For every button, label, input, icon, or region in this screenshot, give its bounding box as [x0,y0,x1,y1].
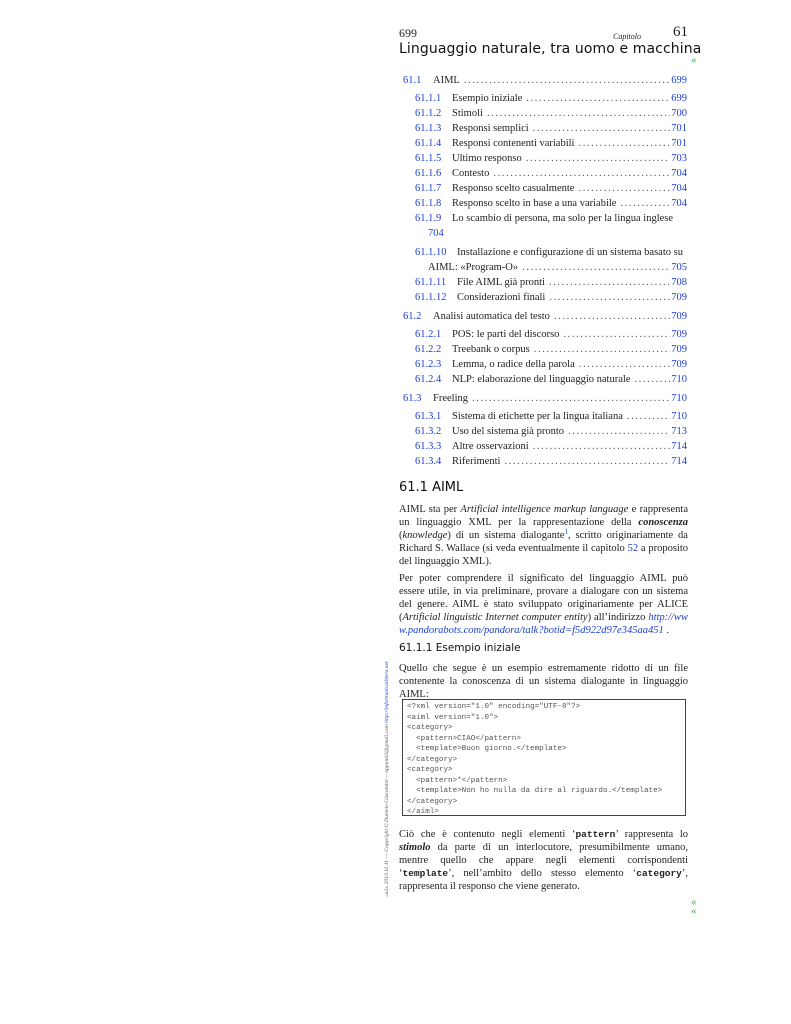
toc-title: Ultimo responso [452,153,522,164]
toc-title-continued: AIML: «Program-O» [428,262,519,273]
toc-page-link[interactable]: 713 [671,426,687,437]
toc-page-link[interactable]: 710 [671,411,687,422]
toc-title: Contesto [452,168,490,179]
toc-number: 61.2.2 [415,344,442,355]
subsection-heading: 61.1.1 Esempio iniziale [399,642,521,654]
toc-leader-dots [464,73,670,88]
toc-item-61-1-10[interactable] [403,245,687,275]
toc-number: 61.1.5 [415,153,442,164]
toc-page-link[interactable]: 699 [671,75,687,86]
toc-leader-dots [627,409,670,424]
toc-title: Responso scelto casualmente [452,183,575,194]
toc-page-link[interactable]: 704 [671,198,687,209]
margin-mark-icon[interactable]: « [691,896,697,908]
toc-item-61-3-2[interactable] [403,424,687,439]
toc-item-61-1-2[interactable] [403,106,687,121]
toc-page-link[interactable]: 709 [671,311,687,322]
toc-item-61-3-4[interactable] [403,454,687,469]
toc-item-61-2-2[interactable] [403,342,687,357]
toc-number: 61.1.9 [415,213,442,224]
toc-item-61-1-9[interactable] [403,211,687,241]
toc-section-61-1[interactable] [403,73,687,88]
toc-title: Installazione e configurazione di un sistema basato su [457,247,683,258]
toc-leader-dots [534,342,670,357]
toc-title: Analisi automatica del testo [433,311,550,322]
code-line: <template>Non ho nulla da dire al riguardo.</template> [407,787,663,795]
code-line: <pattern>CIAO</pattern> [407,734,521,743]
toc-number: 61.2.1 [415,329,442,340]
toc-number: 61.1.4 [415,138,442,149]
toc-number: 61.2 [403,311,422,322]
toc-leader-dots [549,290,670,305]
toc-title: Esempio iniziale [452,93,523,104]
toc-item-61-3-1[interactable] [403,409,687,424]
toc-leader-dots [472,391,670,406]
toc-number: 61.1.8 [415,198,442,209]
toc-title: Responsi semplici [452,123,529,134]
toc-leader-dots [578,136,670,151]
toc-item-61-1-3[interactable] [403,121,687,136]
toc-title: Treebank o corpus [452,344,530,355]
toc-page-link[interactable]: 710 [671,393,687,404]
toc-leader-dots [493,166,670,181]
chapter-link[interactable]: 52 [627,543,639,554]
code-line: <category> [407,724,453,732]
toc-page-link[interactable]: 700 [671,108,687,119]
toc-leader-dots [554,309,670,324]
toc-title: Riferimenti [452,456,501,467]
paragraph-alice: Per poter comprendere il significato del linguaggio AIML può essere utile, in via preliminare, provare a dialogare con un sistema del genere. AIML è stato sviluppato originariamente per ALICE (Artificial linguistic Internet computer entity) all’indirizzo http://www.pandorabots.com/pandora/talk?botid=f5d922d97e345aa451 . [399,573,688,636]
toc-title: Responsi contenenti variabili [452,138,575,149]
toc-leader-dots [578,181,670,196]
toc-item-61-1-11[interactable] [403,275,687,290]
margin-mark-icon[interactable]: « [691,54,697,66]
toc-item-61-1-8[interactable] [403,196,687,211]
toc-number: 61.3.3 [415,441,442,452]
toc-page-link[interactable]: 708 [671,277,687,288]
toc-title: Lemma, o radice della parola [452,359,575,370]
toc-item-61-2-1[interactable] [403,327,687,342]
code-keyword: template [402,868,449,879]
toc-leader-dots [487,106,670,121]
toc-title: NLP: elaborazione del linguaggio naturale [452,374,631,385]
toc-leader-dots [563,327,670,342]
paragraph-explanation: Ciò che è contenuto negli elementi ‘pattern’ rappresenta lo stimolo da parte di un interlocutore, presumibilmente umano, mentre quello che appare negli elementi corrispondenti ‘template’, nell’ambito dello stesso elemento ‘category’, rappresenta il responso che viene generato. [399,829,688,892]
toc-number: 61.2.4 [415,374,442,385]
toc-title: Freeling [433,393,468,404]
toc-number: 61.2.3 [415,359,442,370]
toc-item-61-2-4[interactable] [403,372,687,387]
toc-title: POS: le parti del discorso [452,329,560,340]
page-number: 699 [399,26,417,40]
code-line: </aiml> [407,808,439,816]
toc-title: Stimoli [452,108,483,119]
toc-item-61-3-3[interactable] [403,439,687,454]
toc-item-61-1-6[interactable] [403,166,687,181]
toc-leader-dots [579,357,671,372]
copyright-side-note: «a2» 2013.11.11 --- Copyright © Daniele Giacomini -- appunti2@gmail.com http://informaticalibera.net [384,661,390,897]
table-of-contents [403,69,687,469]
toc-item-61-1-7[interactable] [403,181,687,196]
toc-section-61-3[interactable] [403,391,687,406]
code-line: <pattern>*</pattern> [407,776,508,785]
toc-leader-dots [533,121,671,136]
toc-item-61-1-12[interactable] [403,290,687,305]
toc-leader-dots [533,439,671,454]
toc-page-link[interactable]: 714 [671,456,687,467]
toc-number: 61.1 [403,75,422,86]
toc-number: 61.1.3 [415,123,442,134]
toc-leader-dots [549,275,670,290]
toc-section-61-2[interactable] [403,309,687,324]
toc-leader-dots [526,151,671,166]
chapter-number: 61 [673,24,688,40]
code-listing [402,699,686,816]
toc-number: 61.3 [403,393,422,404]
toc-leader-dots [526,91,670,106]
toc-number: 61.1.1 [415,93,442,104]
toc-number: 61.1.7 [415,183,442,194]
margin-mark-icon[interactable]: « [691,905,697,917]
toc-number: 61.3.4 [415,456,442,467]
toc-page-link[interactable]: 705 [671,262,687,273]
code-line: </category> [407,755,458,764]
toc-title: Lo scambio di persona, ma solo per la lingua inglese [452,213,674,224]
toc-page-link[interactable]: 704 [428,228,444,239]
toc-title: File AIML già pronti [457,277,545,288]
site-link[interactable]: http://informaticalibera.net [384,661,390,723]
toc-number: 61.1.12 [415,292,447,303]
toc-title: Responso scelto in base a una variabile [452,198,617,209]
toc-title: AIML [433,75,460,86]
toc-page-link[interactable]: 709 [671,329,687,340]
chapter-label: Capitolo [613,32,642,41]
toc-title: Uso del sistema già pronto [452,426,564,437]
toc-title: Considerazioni finali [457,292,546,303]
code-line: <?xml version="1.0" encoding="UTF-8"?> [407,703,581,711]
chapter-title: Linguaggio naturale, tra uomo e macchina [399,41,702,57]
toc-page-link[interactable]: 709 [671,292,687,303]
toc-item-61-1-1[interactable] [403,91,687,106]
toc-page-link[interactable]: 710 [671,374,687,385]
toc-number: 61.3.2 [415,426,442,437]
toc-leader-dots [634,372,670,387]
footnote-link[interactable]: 1 [564,527,568,536]
toc-number: 61.1.11 [415,277,447,288]
code-line: <category> [407,766,453,774]
toc-number: 61.1.10 [415,247,447,258]
toc-page-link[interactable]: 709 [671,344,687,355]
toc-leader-dots [620,196,670,211]
section-heading: 61.1 AIML [399,480,464,495]
toc-page-link[interactable]: 704 [671,183,687,194]
code-keyword: category [636,868,682,879]
toc-item-61-1-4[interactable] [403,136,687,151]
toc-page-link[interactable]: 703 [671,153,687,164]
toc-item-61-2-3[interactable] [403,357,687,372]
toc-number: 61.1.2 [415,108,442,119]
toc-item-61-1-5[interactable] [403,151,687,166]
toc-number: 61.3.1 [415,411,442,422]
toc-title: Altre osservazioni [452,441,529,452]
toc-page-link[interactable]: 709 [671,359,687,370]
paragraph-intro: AIML sta per Artificial intelligence markup language e rappresenta un linguaggio XML per la rappresentazione della conoscenza (knowledge) di un sistema dialogante$^1$, scritto originariamente da Richard S. Wallace (si veda eventualmente il capitolo 52 a proposito del linguaggio XML). [399,504,689,567]
toc-leader-dots [504,454,670,469]
toc-page-link[interactable]: 701 [671,138,687,149]
toc-leader-dots [522,260,670,275]
code-line: <aiml version="1.0"> [407,713,499,722]
pandorabots-link[interactable]: http://www.pandorabots.com/pandora/talk?botid=f5d922d97e345aa451 [399,612,688,636]
toc-leader-dots [568,424,670,439]
code-keyword: pattern [575,829,616,840]
code-line: <template>Buon giorno.</template> [407,745,567,753]
code-line: </category> [407,797,458,806]
toc-page-link[interactable]: 714 [671,441,687,452]
toc-title: Sistema di etichette per la lingua italiana [452,411,623,422]
toc-number: 61.1.6 [415,168,442,179]
toc-page-link[interactable]: 704 [671,168,687,179]
paragraph-example: Quello che segue è un esempio estremamente ridotto di un file contenente la conoscenza di un sistema dialogante in linguaggio AIML: [399,663,688,700]
toc-page-link[interactable]: 701 [671,123,687,134]
toc-page-link[interactable]: 699 [671,93,687,104]
